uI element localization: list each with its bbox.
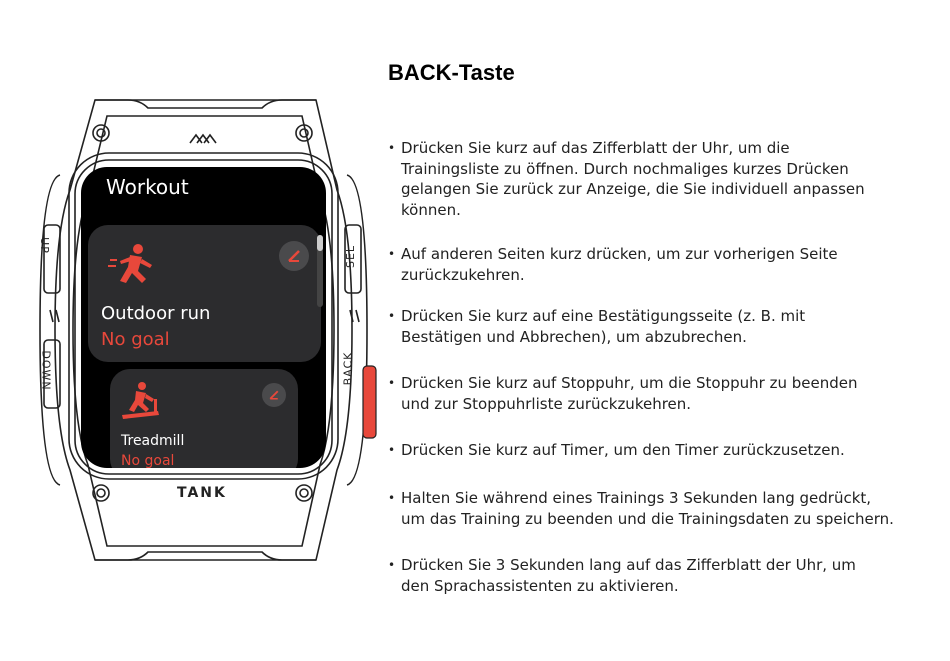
text-line: zurückzukehren. xyxy=(401,265,525,284)
text-line: Halten Sie während eines Trainings 3 Sekunden lang gedrückt, xyxy=(401,489,872,507)
workout-goal: No goal xyxy=(121,453,175,468)
text-line: Drücken Sie kurz auf Stoppuhr, um die Stoppuhr zu beenden xyxy=(401,374,858,392)
edit-icon xyxy=(268,389,280,401)
list-item xyxy=(388,440,948,461)
bullet-icon: • xyxy=(388,247,396,261)
text-line: den Sprachassistenten zu aktivieren. xyxy=(401,576,679,595)
screen-title: Workout xyxy=(106,175,189,199)
workout-name: Outdoor run xyxy=(101,303,211,324)
label-back: BACK xyxy=(341,351,355,386)
text-line: Trainingsliste zu öffnen. Durch nochmaliges kurzes Drücken xyxy=(401,159,849,178)
bullet-icon: • xyxy=(388,376,396,390)
label-up: UP xyxy=(37,237,51,254)
text-line: Drücken Sie kurz auf das Zifferblatt der Uhr, um die xyxy=(401,139,790,157)
bullet-icon: • xyxy=(388,309,396,323)
label-sel: SEL xyxy=(344,244,358,269)
label-down: DOWN xyxy=(39,350,53,391)
bullet-icon: • xyxy=(388,443,396,457)
bullet-icon: • xyxy=(388,141,396,155)
list-item xyxy=(388,138,948,220)
text-line: können. xyxy=(401,200,461,219)
text-line: und zur Stoppuhrliste zurückzukehren. xyxy=(401,394,692,413)
text-line: um das Training zu beenden und die Trainingsdaten zu speichern. xyxy=(401,509,894,528)
workout-item-treadmill[interactable] xyxy=(110,369,298,468)
scrollbar-thumb[interactable] xyxy=(317,235,323,251)
text-line: gelangen Sie zurück zur Anzeige, die Sie individuell anpassen xyxy=(401,180,865,198)
list-item xyxy=(388,555,948,596)
workout-goal: No goal xyxy=(101,329,170,350)
bullet-icon: • xyxy=(388,491,396,505)
instructions xyxy=(388,0,950,661)
edit-button[interactable] xyxy=(262,383,286,407)
edit-button[interactable] xyxy=(279,241,309,271)
list-item xyxy=(388,373,948,414)
list-item xyxy=(388,306,948,347)
running-person-icon xyxy=(108,243,156,289)
text-line: Drücken Sie kurz auf eine Bestätigungsseite (z. B. mit xyxy=(401,307,806,325)
text-line: Auf anderen Seiten kurz drücken, um zur vorherigen Seite xyxy=(401,245,838,263)
text-line: Drücken Sie 3 Sekunden lang auf das Zifferblatt der Uhr, um xyxy=(401,556,856,574)
list-item xyxy=(388,244,948,285)
brand-logo: TANK xyxy=(177,485,227,501)
list-item xyxy=(388,488,948,529)
treadmill-icon xyxy=(120,381,160,419)
scrollbar[interactable] xyxy=(317,235,323,307)
workout-item-outdoor-run[interactable] xyxy=(88,225,321,362)
text-line: Drücken Sie kurz auf Timer, um den Timer zurückzusetzen. xyxy=(401,441,845,459)
workout-name: Treadmill xyxy=(121,433,185,449)
watch-illustration xyxy=(0,0,380,661)
page-title: BACK-Taste xyxy=(388,60,515,85)
bullet-icon: • xyxy=(388,558,396,572)
edit-icon xyxy=(286,248,302,264)
watch-screen xyxy=(81,167,326,468)
text-line: Bestätigen und Abbrechen), um abzubrechen. xyxy=(401,327,747,346)
